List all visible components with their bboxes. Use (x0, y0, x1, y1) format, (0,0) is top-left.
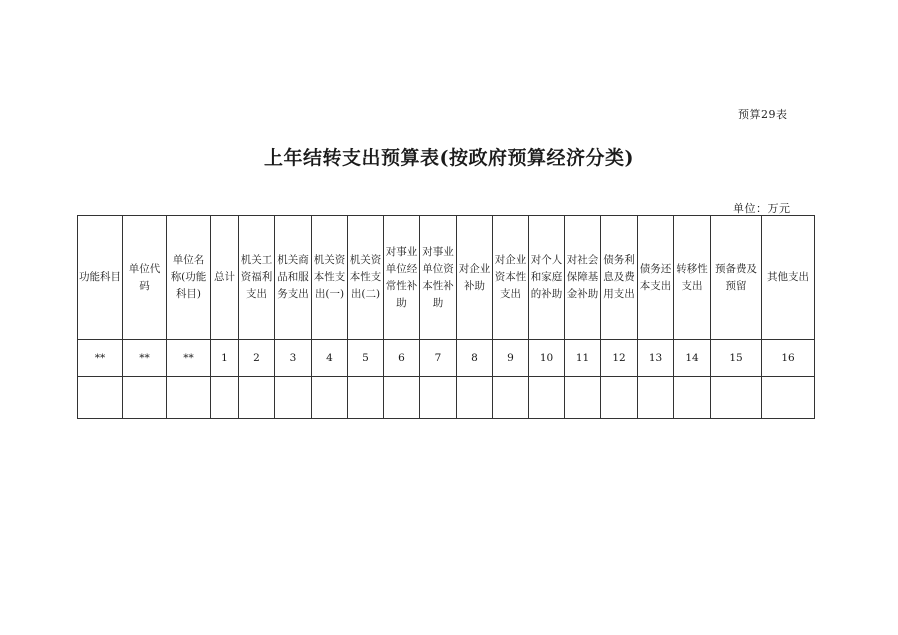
index-row (78, 340, 815, 377)
index-cell: 10 (529, 340, 565, 377)
unit-label: 单位：万元 (733, 202, 791, 215)
header-cell: 机关商品和服务支出 (275, 216, 312, 340)
data-cell (565, 377, 601, 419)
data-cell (78, 377, 123, 419)
data-cell (275, 377, 312, 419)
data-cell (762, 377, 815, 419)
header-cell: 功能科目 (78, 216, 123, 340)
data-cell (420, 377, 457, 419)
index-cell: 6 (384, 340, 420, 377)
header-cell: 单位名称(功能科目) (167, 216, 211, 340)
header-cell: 对企业资本性支出 (493, 216, 529, 340)
data-cell (384, 377, 420, 419)
page-title: 上年结转支出预算表(按政府预算经济分类) (264, 147, 634, 169)
index-cell: 15 (711, 340, 762, 377)
index-cell: 14 (674, 340, 711, 377)
form-number: 预算29表 (738, 108, 788, 121)
data-cell (123, 377, 167, 419)
header-cell: 机关资本性支出(一) (312, 216, 348, 340)
index-cell: ** (78, 340, 123, 377)
header-row (78, 216, 815, 340)
header-cell: 单位代码 (123, 216, 167, 340)
index-cell: 13 (638, 340, 674, 377)
header-cell: 对事业单位资本性补助 (420, 216, 457, 340)
data-cell (674, 377, 711, 419)
index-cell: 1 (211, 340, 239, 377)
index-cell: 9 (493, 340, 529, 377)
data-cell (167, 377, 211, 419)
index-cell: 3 (275, 340, 312, 377)
data-cell (211, 377, 239, 419)
budget-table (77, 215, 815, 419)
header-cell: 机关工资福利支出 (239, 216, 275, 340)
index-cell: 16 (762, 340, 815, 377)
data-cell (493, 377, 529, 419)
index-cell: 4 (312, 340, 348, 377)
index-cell: 11 (565, 340, 601, 377)
data-cell (312, 377, 348, 419)
header-cell: 对社会保障基金补助 (565, 216, 601, 340)
header-cell: 对个人和家庭的补助 (529, 216, 565, 340)
data-cell (529, 377, 565, 419)
header-cell: 债务还本支出 (638, 216, 674, 340)
header-cell: 债务利息及费用支出 (601, 216, 638, 340)
header-cell: 总计 (211, 216, 239, 340)
index-cell: 12 (601, 340, 638, 377)
header-cell: 对事业单位经常性补助 (384, 216, 420, 340)
data-cell (457, 377, 493, 419)
header-cell: 机关资本性支出(二) (348, 216, 384, 340)
data-row (78, 377, 815, 419)
index-cell: ** (123, 340, 167, 377)
header-cell: 对企业补助 (457, 216, 493, 340)
data-cell (601, 377, 638, 419)
data-cell (711, 377, 762, 419)
header-cell: 转移性支出 (674, 216, 711, 340)
index-cell: 8 (457, 340, 493, 377)
header-cell: 其他支出 (762, 216, 815, 340)
data-cell (348, 377, 384, 419)
data-cell (638, 377, 674, 419)
header-cell: 预备费及预留 (711, 216, 762, 340)
index-cell: 2 (239, 340, 275, 377)
data-cell (239, 377, 275, 419)
index-cell: 7 (420, 340, 457, 377)
index-cell: 5 (348, 340, 384, 377)
index-cell: ** (167, 340, 211, 377)
